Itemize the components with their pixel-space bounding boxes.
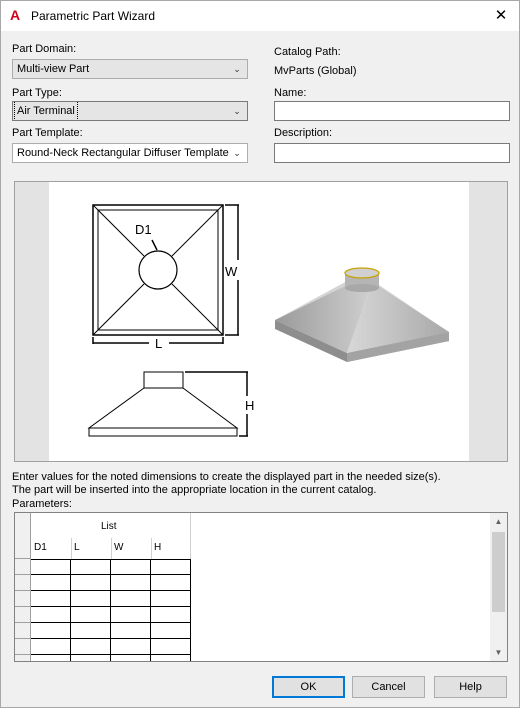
column-header-h[interactable]: H <box>154 542 162 553</box>
parameters-label: Parameters: <box>12 498 72 510</box>
grid-cell[interactable] <box>151 639 191 655</box>
catalog-path-value: MvParts (Global) <box>274 65 357 77</box>
title-bar <box>1 1 519 31</box>
chevron-down-icon: ⌄ <box>233 64 241 74</box>
scroll-thumb[interactable] <box>492 532 505 612</box>
grid-cell[interactable] <box>151 575 191 591</box>
grid-cell[interactable] <box>31 639 71 655</box>
chevron-down-icon: ⌄ <box>233 148 241 158</box>
column-header-l[interactable]: L <box>74 542 80 553</box>
grid-cell[interactable] <box>31 575 71 591</box>
grid-cell[interactable] <box>71 623 111 639</box>
grid-cell[interactable] <box>111 607 151 623</box>
description-field[interactable] <box>274 143 510 163</box>
grid-cell[interactable] <box>31 591 71 607</box>
dim-h-label: H <box>245 398 255 413</box>
grid-group-header: List <box>101 521 117 532</box>
dim-l-label: L <box>155 336 163 351</box>
name-field[interactable] <box>274 101 510 121</box>
grid-cell[interactable] <box>111 639 151 655</box>
name-label: Name: <box>274 87 307 99</box>
grid-cell[interactable] <box>71 591 111 607</box>
part-template-dropdown[interactable] <box>12 143 248 163</box>
row-header[interactable] <box>15 607 31 623</box>
help-button[interactable]: Help <box>434 676 507 698</box>
grid-corner <box>15 513 31 559</box>
grid-cell[interactable] <box>151 655 191 662</box>
row-header[interactable] <box>15 575 31 591</box>
diffuser-drawing <box>49 182 469 461</box>
ok-button[interactable]: OK <box>272 676 345 698</box>
preview-canvas <box>49 182 469 461</box>
row-header[interactable] <box>15 591 31 607</box>
grid-cell[interactable] <box>111 591 151 607</box>
cancel-button[interactable]: Cancel <box>352 676 425 698</box>
grid-cell[interactable] <box>111 575 151 591</box>
preview-panel <box>14 181 508 462</box>
grid-cell[interactable] <box>111 623 151 639</box>
part-type-value: Air Terminal <box>15 102 77 120</box>
instruction-line-2: The part will be inserted into the appropriate location in the current catalog. <box>12 484 377 496</box>
row-header[interactable] <box>15 623 31 639</box>
side-view <box>89 372 248 436</box>
grid-cell[interactable] <box>151 591 191 607</box>
isometric-view <box>275 268 449 362</box>
grid-cell[interactable] <box>31 655 71 662</box>
window-title: Parametric Part Wizard <box>31 9 156 23</box>
instruction-line-1: Enter values for the noted dimensions to create the displayed part in the needed size(s). <box>12 471 441 483</box>
close-button[interactable] <box>489 5 513 27</box>
grid-cell[interactable] <box>111 559 151 575</box>
row-header[interactable] <box>15 655 31 662</box>
grid-cell[interactable] <box>71 607 111 623</box>
catalog-path-label: Catalog Path: <box>274 46 341 58</box>
grid-cell[interactable] <box>151 607 191 623</box>
parameters-grid[interactable] <box>14 512 508 662</box>
description-label: Description: <box>274 127 333 139</box>
part-domain-label: Part Domain: <box>12 43 77 55</box>
row-header[interactable] <box>15 559 31 575</box>
autocad-logo-icon: A <box>10 7 21 23</box>
part-domain-dropdown[interactable] <box>12 59 248 79</box>
column-header-w[interactable]: W <box>114 542 124 553</box>
grid-cell[interactable] <box>151 559 191 575</box>
scroll-down-icon[interactable]: ▼ <box>494 648 503 657</box>
grid-cell[interactable] <box>71 575 111 591</box>
dim-d1-label: D1 <box>135 222 152 237</box>
grid-vertical-scrollbar[interactable] <box>490 513 507 661</box>
grid-cell[interactable] <box>71 655 111 662</box>
part-domain-value: Multi-view Part <box>17 63 90 75</box>
grid-cell[interactable] <box>151 623 191 639</box>
top-view <box>93 205 239 344</box>
part-template-value: Round-Neck Rectangular Diffuser Template <box>17 147 229 159</box>
column-header-d1[interactable]: D1 <box>34 542 47 553</box>
part-type-label: Part Type: <box>12 87 62 99</box>
scroll-up-icon[interactable]: ▲ <box>494 517 503 526</box>
dim-w-label: W <box>225 264 238 279</box>
part-template-label: Part Template: <box>12 127 83 139</box>
part-type-dropdown[interactable] <box>12 101 248 121</box>
chevron-down-icon: ⌄ <box>233 106 241 116</box>
grid-cell[interactable] <box>111 655 151 662</box>
close-icon: ✕ <box>494 7 508 24</box>
grid-cell[interactable] <box>71 559 111 575</box>
grid-cell[interactable] <box>71 639 111 655</box>
row-header[interactable] <box>15 639 31 655</box>
grid-cell[interactable] <box>31 559 71 575</box>
grid-cell[interactable] <box>31 607 71 623</box>
grid-cell[interactable] <box>31 623 71 639</box>
